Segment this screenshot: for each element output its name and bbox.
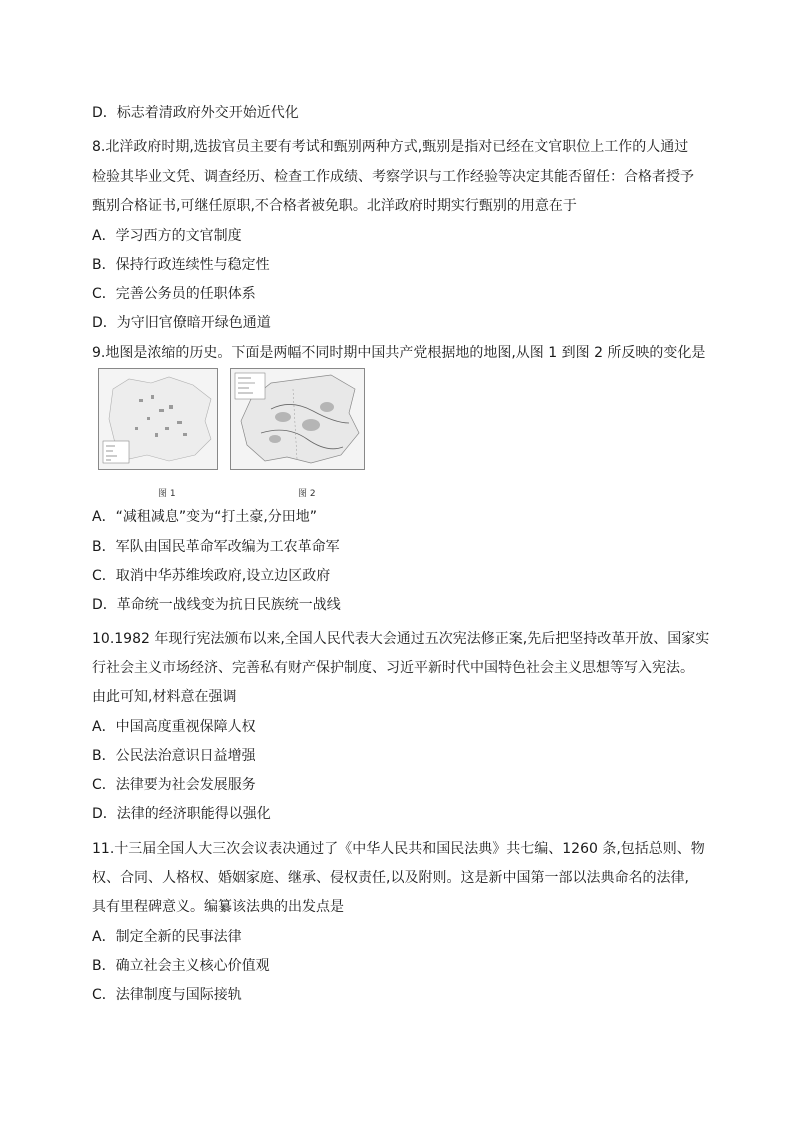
figure-1-map [98, 368, 218, 486]
q10-stem-line-1: 10.1982 年现行宪法颁布以来,全国人民代表大会通过五次宪法修正案,先后把坚持改革开放、国家实 [92, 631, 710, 647]
map-image-2 [230, 368, 365, 470]
q9-option-a: A．“减租减息”变为“打土豪,分田地” [92, 509, 318, 525]
figure-2-caption: 图 2 [298, 489, 316, 499]
q8-option-b: B．保持行政连续性与稳定性 [92, 257, 270, 273]
q11-option-c: C．法律制度与国际接轨 [92, 987, 242, 1003]
q10-option-b: B．公民法治意识日益增强 [92, 748, 256, 764]
q9-stem: 9.地图是浓缩的历史。下面是两幅不同时期中国共产党根据地的地图,从图 1 到图 2 所反映的变化是 [92, 345, 706, 361]
figure-1-caption: 图 1 [158, 489, 176, 499]
q10-option-c: C．法律要为社会发展服务 [92, 777, 256, 793]
q7-option-d: D．标志着清政府外交开始近代化 [92, 105, 299, 121]
q8-stem-line-3: 甄别合格证书,可继任原职,不合格者被免职。北洋政府时期实行甄别的用意在于 [92, 198, 577, 214]
q8-option-d: D．为守旧官僚暗开绿色通道 [92, 315, 271, 331]
map-image-1 [98, 368, 218, 470]
q11-stem-line-3: 具有里程碑意义。编纂该法典的出发点是 [92, 899, 344, 915]
figure-2-map [230, 368, 365, 486]
q8-option-c: C．完善公务员的任职体系 [92, 286, 256, 302]
q8-option-a: A．学习西方的文官制度 [92, 228, 242, 244]
q11-stem-line-1: 11.十三届全国人大三次会议表决通过了《中华人民共和国民法典》共七编、1260 条,包括总则、物 [92, 841, 705, 857]
q11-stem-line-2: 权、合同、人格权、婚姻家庭、继承、侵权责任,以及附则。这是新中国第一部以法典命名的法律, [92, 870, 689, 886]
q9-option-c: C．取消中华苏维埃政府,设立边区政府 [92, 568, 331, 584]
q10-stem-line-2: 行社会主义市场经济、完善私有财产保护制度、习近平新时代中国特色社会主义思想等写入宪法。 [92, 660, 694, 676]
q8-stem-line-1: 8.北洋政府时期,选拔官员主要有考试和甄别两种方式,甄别是指对已经在文官职位上工作的人通过 [92, 139, 689, 155]
q11-option-b: B．确立社会主义核心价值观 [92, 958, 270, 974]
q10-option-d: D．法律的经济职能得以强化 [92, 806, 271, 822]
q9-option-b: B．军队由国民革命军改编为工农革命军 [92, 539, 340, 555]
q10-option-a: A．中国高度重视保障人权 [92, 719, 256, 735]
q8-stem-line-2: 检验其毕业文凭、调查经历、检查工作成绩、考察学识与工作经验等决定其能否留任：合格者授予 [92, 169, 694, 185]
q10-stem-line-3: 由此可知,材料意在强调 [92, 689, 237, 705]
q11-option-a: A．制定全新的民事法律 [92, 929, 242, 945]
q9-option-d: D．革命统一战线变为抗日民族统一战线 [92, 597, 341, 613]
